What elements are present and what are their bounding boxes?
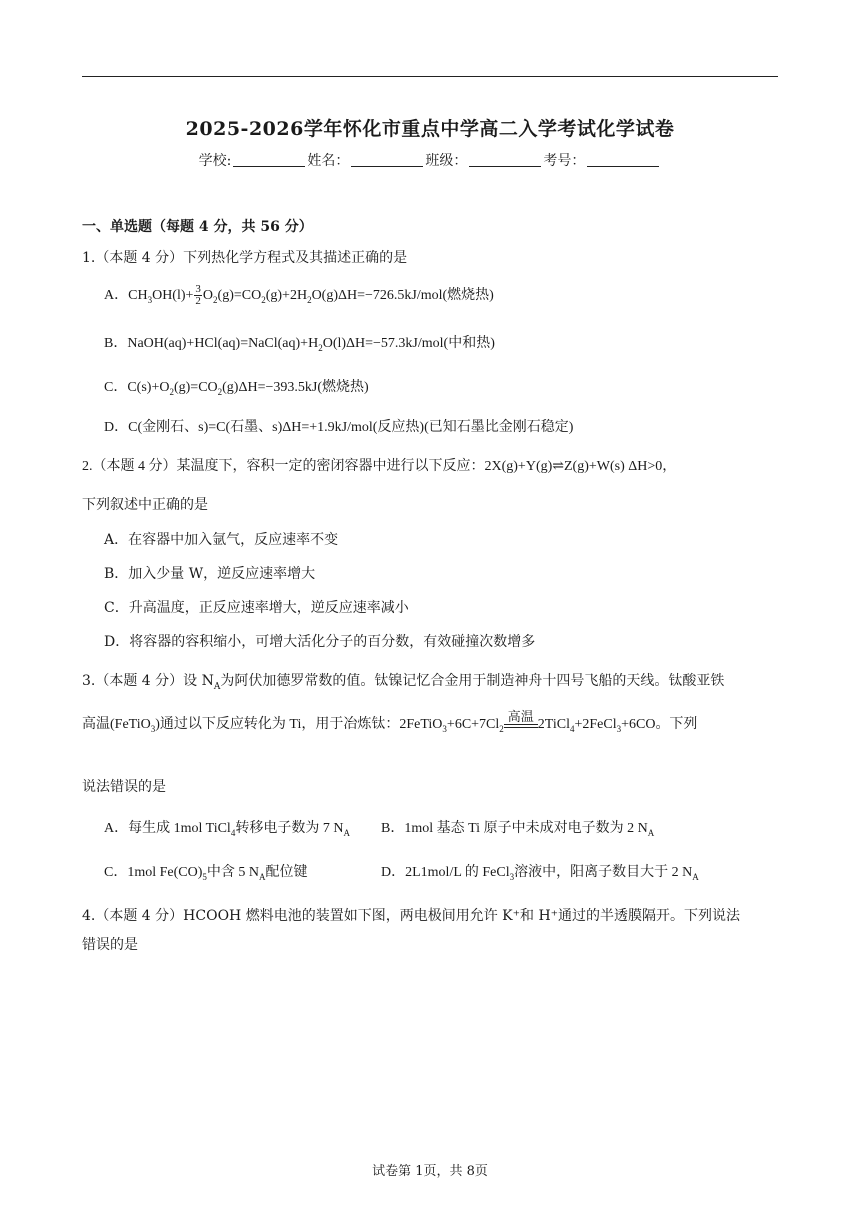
question-4-stem: 4.（本题 4 分）HCOOH 燃料电池的装置如下图，两电极间用允许 K⁺和 H⁺通过的半透膜隔开。下列说法 [82,908,741,924]
section-title: 一、单选题（每题 4 分，共 56 分） [82,219,313,235]
question-3-stem: 3.（本题 4 分）设 $N_A$为阿伏加德罗常数的值。钛镍记忆合金用于制造神舟十四号飞船的天线。钛酸亚铁 [82,673,725,692]
question-1-option-b: B．$NaOH(aq)+HCl(aq)=NaCl(aq)+H_2O(l)\Delta H=-57.3kJ/mol$(中和热) [104,336,495,353]
question-2-option-c: C．升高温度，正反应速率增大，逆反应速率减小 [104,600,409,616]
question-3-option-b: B．1mol 基态 Ti 原子中未成对电子数为 2 $N_A$ [381,821,655,838]
question-3-option-c: C．1mol $Fe(CO)_5$中含 5 $N_A$配位键 [104,865,308,882]
name-label: 姓名： [307,153,350,169]
student-info-row [0,150,860,170]
question-3-option-a: A．每生成 1mol TiCl$_4$转移电子数为 7 $N_A$ [104,821,350,838]
number-label: 考号： [543,153,586,169]
exam-title: 2025-2026学年怀化市重点中学高二入学考试化学试卷 [185,118,675,140]
question-1-stem: 1.（本题 4 分）下列热化学方程式及其描述正确的是 [82,250,408,266]
question-1-option-a: A．$CH_3OH(l)+$ $\frac{3}{2}$ $O_2(g)=CO_2(g)+2H_2O(g)\Delta H=-726.5kJ/mol$(燃烧热) [104,283,494,308]
question-1-option-d: D．C(金刚石、s)=C(石墨、s)ΔH=+1.9kJ/mol(反应热)(已知石墨比金刚石稳定) [104,420,574,435]
question-3-stem-line3: 说法错误的是 [82,779,166,795]
school-label: 学校: [198,153,232,169]
fraction: $\frac{3}{2}$ [195,283,201,308]
reaction-condition: 高温 [504,710,538,734]
number-field[interactable] [587,152,659,167]
class-field[interactable] [469,152,541,167]
question-2-option-b: B．加入少量 W，逆反应速率增大 [104,566,316,582]
class-label: 班级： [425,153,468,169]
question-2-stem: 2.（本题 4 分）某温度下，容积一定的密闭容器中进行以下反应：2X(g)+Y(g)⇌Z(g)+W(s) ΔH>0， [82,459,677,474]
school-field[interactable] [233,152,305,167]
question-3-stem-line2: 高温(FeTiO$_3$)通过以下反应转化为 Ti，用于冶炼钛：$2FeTiO_3+6C+7Cl_2$ 高温 2TiCl$_4$+2FeCl$_3$+6CO。下列 [82,709,698,734]
question-2-stem-cont: 下列叙述中正确的是 [82,497,208,513]
question-2-option-d: D．将容器的容积缩小，可增大活化分子的百分数，有效碰撞次数增多 [104,634,536,650]
question-3-option-d: D．2L1mol/L 的 FeCl$_3$溶液中，阳离子数目大于 2 $N_A$ [381,865,699,882]
page-footer: 试卷第 1页，共 8页 [372,1164,488,1179]
header-rule [82,76,778,77]
question-1-option-c: C．$C(s)+O_2(g)=CO_2(g)\Delta H=-393.5kJ$(燃烧热) [104,380,369,397]
name-field[interactable] [351,152,423,167]
question-4-stem-cont: 错误的是 [82,937,138,953]
question-2-option-a: A．在容器中加入氩气，反应速率不变 [104,532,339,548]
